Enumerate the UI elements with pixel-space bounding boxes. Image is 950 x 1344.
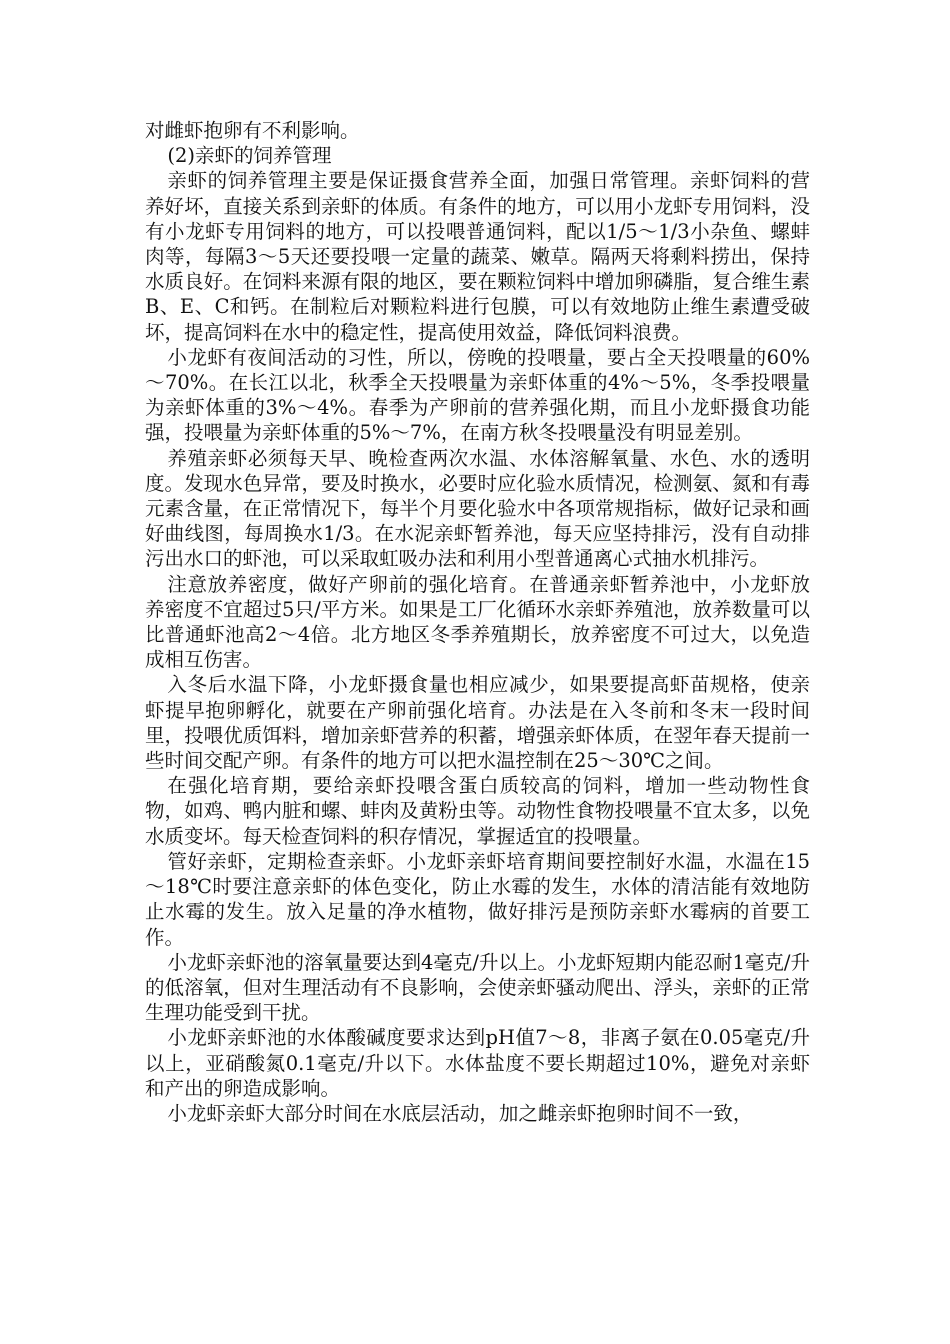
document-body <box>145 118 810 1126</box>
paragraph-winter-cultivation: 入冬后水温下降，小龙虾摄食量也相应减少，如果要提高虾苗规格，使亲虾提早抱卵孵化，就要在产卵前强化培育。办法是在入冬前和冬末一段时间里，投喂优质饵料，增加亲虾营养的积蓄，增强亲虾体质，在翌年春天提前一些时间交配产卵。有条件的地方可以把水温控制在25～30℃之间。 <box>145 673 810 773</box>
paragraph-water-inspection: 养殖亲虾必须每天早、晚检查两次水温、水体溶解氧量、水色、水的透明度。发现水色异常，要及时换水，必要时应化验水质情况，检测氨、氮和有毒元素含量，在正常情况下，每半个月要化验水中各项常规指标，做好记录和画好曲线图，每周换水1/3。在水泥亲虾暂养池，每天应坚持排污，没有自动排污出水口的虾池，可以采取虹吸办法和利用小型普通离心式抽水机排污。 <box>145 446 810 571</box>
paragraph-bottom-activity: 小龙虾亲虾大部分时间在水底层活动，加之雌亲虾抱卵时间不一致， <box>167 1101 753 1125</box>
paragraph-feeding-amount: 小龙虾有夜间活动的习性，所以，傍晚的投喂量，要占全天投喂量的60%～70%。在长江以北，秋季全天投喂量为亲虾体重的4%～5%，冬季投喂量为亲虾体重的3%～4%。春季为产卵前的营养强化期，而且小龙虾摄食功能强，投喂量为亲虾体重的5%～7%，在南方秋冬投喂量没有明显差别。 <box>145 345 810 445</box>
paragraph-stocking-density: 注意放养密度，做好产卵前的强化培育。在普通亲虾暂养池中，小龙虾放养密度不宜超过5只/平方米。如果是工厂化循环水亲虾养殖池，放养数量可以比普通虾池高2～4倍。北方地区冬季养殖期长，放养密度不可过大，以免造成相互伤害。 <box>145 572 810 672</box>
paragraph-dissolved-oxygen: 小龙虾亲虾池的溶氧量要达到4毫克/升以上。小龙虾短期内能忍耐1毫克/升的低溶氧，但对生理活动有不良影响，会使亲虾骚动爬出、浮头，亲虾的正常生理功能受到干扰。 <box>145 950 810 1025</box>
paragraph-feeding-management: 亲虾的饲养管理主要是保证摄食营养全面，加强日常管理。亲虾饲料的营养好坏，直接关系到亲虾的体质。有条件的地方，可以用小龙虾专用饲料，没有小龙虾专用饲料的地方，可以投喂普通饲料，配以1/5～1/3小杂鱼、螺蚌肉等，每隔3～5天还要投喂一定量的蔬菜、嫩草。隔两天将剩料捞出，保持水质良好。在饲料来源有限的地区，要在颗粒饲料中增加卵磷脂，复合维生素B、E、C和钙。在制粒后对颗粒料进行包膜，可以有效地防止维生素遭受破坏，提高饲料在水中的稳定性，提高使用效益，降低饲料浪费。 <box>145 169 810 344</box>
paragraph-inspection: 管好亲虾，定期检查亲虾。小龙虾亲虾培育期间要控制好水温，水温在15～18℃时要注意亲虾的体色变化，防止水霉的发生，水体的清洁能有效地防止水霉的发生。放入足量的净水植物，做好排污是预防亲虾水霉病的首要工作。 <box>145 849 810 949</box>
paragraph-continuation: 对雌虾抱卵有不利影响。 <box>145 119 360 142</box>
paragraph-ph: 小龙虾亲虾池的水体酸碱度要求达到pH值7～8，非离子氨在0.05毫克/升以上，亚硝酸氮0.1毫克/升以下。水体盐度不要长期超过10%，避免对亲虾和产出的卵造成影响。 <box>145 1026 810 1100</box>
paragraph-protein-feed: 在强化培育期，要给亲虾投喂含蛋白质较高的饲料，增加一些动物性食物，如鸡、鸭内脏和螺、蚌肉及黄粉虫等。动物性食物投喂量不宜太多，以免水质变坏。每天检查饲料的积存情况，掌握适宜的投喂量。 <box>145 774 810 848</box>
section-heading: (2)亲虾的饲养管理 <box>167 144 332 168</box>
